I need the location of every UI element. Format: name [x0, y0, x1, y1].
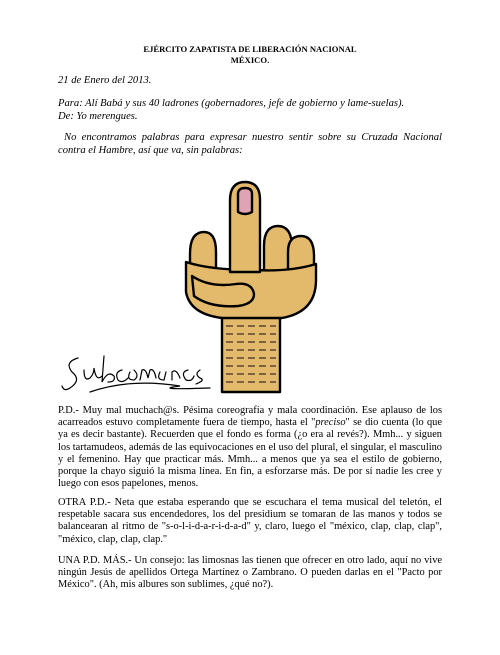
signature-scribble [60, 348, 220, 398]
intro-paragraph: No encontramos palabras para expresar nuestro sentir sobre su Cruzada Nacional contra el Hambre, así que va, sin palabras: [58, 132, 442, 156]
letter-recipient: Para: Alí Babá y sus 40 ladrones (gobernadores, jefe de gobierno y lame-suelas). [58, 98, 405, 109]
header-country: MÉXICO. [230, 55, 270, 65]
postscript-3: UNA P.D. MÁS.- Un consejo: las limosnas las tienen que ofrecer en otro lado, aquí no vive ningún Jesús de apellidos Ortega Martínez o Zambrano. O pueden darlas en el "Pacto por México". (Ah, mis albures son sublimes, ¿qué no?). [58, 555, 442, 591]
letter-date: 21 de Enero del 2013. [58, 75, 152, 86]
header-org: EJÉRCITO ZAPATISTA DE LIBERACIÓN NACIONAL [143, 44, 357, 54]
postscript-2: OTRA P.D.- Neta que estaba esperando que se escuchara el tema musical del teletón, el respetable sacara sus encendedores, los del presidium se tomaran de las manos y todos se balancearan al ritmo de "s-o-l-i-d-a-r-i-d-a-d" y, claro, luego el "méxico, clap, clap, clap", "méxico, clap, clap, clap." [58, 497, 442, 545]
letter-sender: De: Yo merengues. [58, 111, 138, 122]
postscript-1: P.D.- Muy mal muchach@s. Pésima coreografía y mala coordinación. Ese aplauso de los acarreados estuvo completamente fuera de tiempo, hasta el "preciso" se dio cuenta (lo que ya es decir bastante). Recuerden que el fondo es forma (¿o era al revés?). Mmh... y siguen los tartamudeos, además de las equivocaciones en el uso del plural, el singular, el masculino y el femenino. Hay que practicar más. Mmh... a menos que ya sea el estilo de gobierno, porque la chayo siguió la misma línea. En fin, a esforzarse más. De por sí nadie les cree y luego con esos papelones, menos. [58, 405, 442, 490]
emphasis-word: preciso [315, 417, 346, 429]
